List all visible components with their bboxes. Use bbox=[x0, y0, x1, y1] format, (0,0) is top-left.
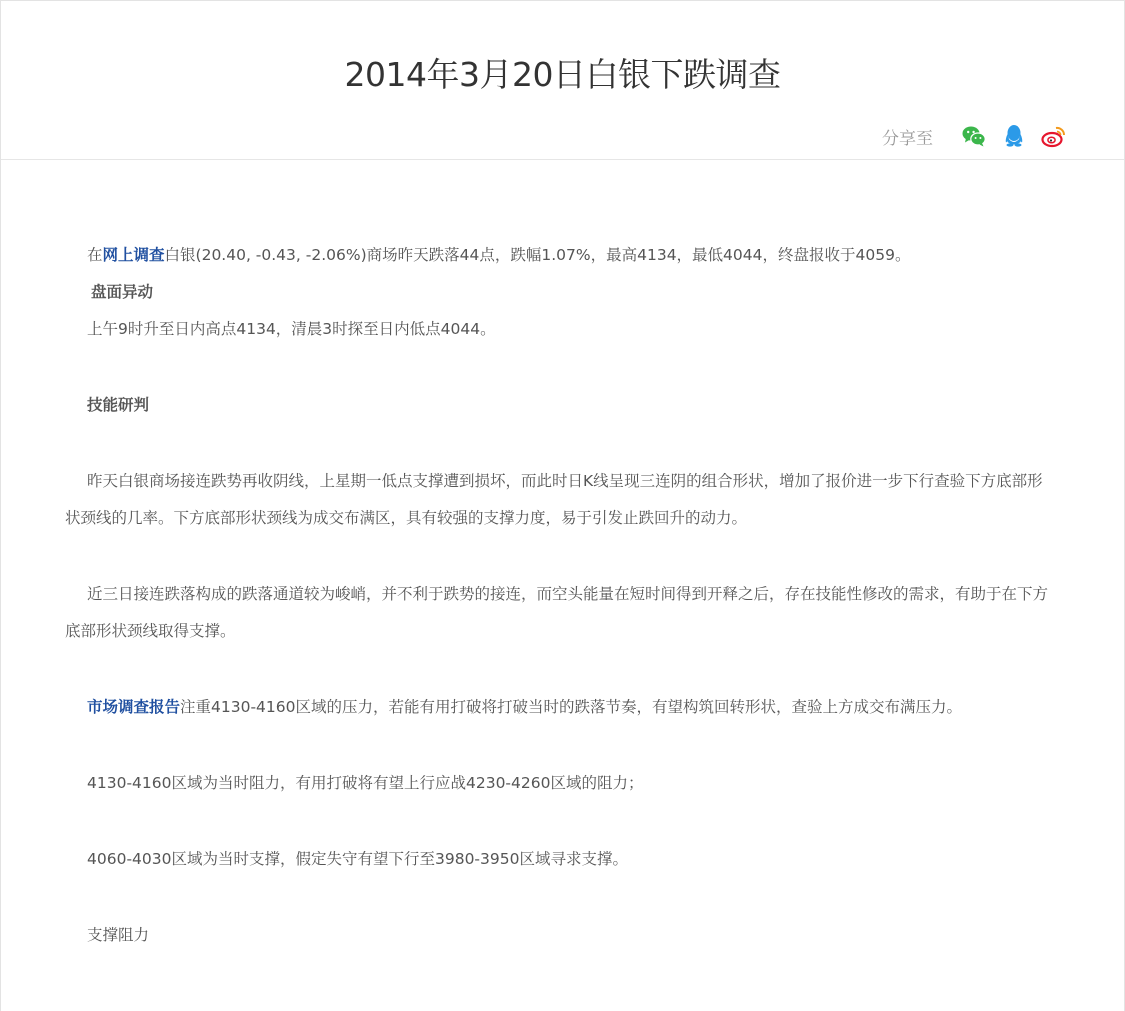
qq-icon[interactable] bbox=[1001, 123, 1027, 149]
section-heading-market-moves: 盘面异动 bbox=[91, 283, 154, 301]
article-title: 2014年3月20日白银下跌调查 bbox=[344, 55, 781, 94]
online-survey-link[interactable]: 网上调查 bbox=[102, 246, 165, 264]
report-text: 注重4130-4160区域的压力，若能有用打破将打破当时的跌落节奏，有望构筑回转形状，查验上方成交布满压力。 bbox=[180, 698, 963, 716]
share-label: 分享至 bbox=[882, 128, 933, 149]
weibo-icon[interactable] bbox=[1041, 123, 1067, 149]
spacer bbox=[65, 878, 1055, 917]
paragraph-support-resistance: 支撑阻力 bbox=[87, 926, 150, 944]
paragraph-analysis-1: 昨天白银商场接连跌势再收阴线，上星期一低点支撑遭到损坏，而此时日K线呈现三连阴的组合形状，增加了报价进一步下行查验下方底部形状颈线的几率。下方底部形状颈线为成交布满区，具有较强的支撑力度，易于引发止跌回升的动力。 bbox=[65, 472, 1043, 527]
paragraph-support: 4060-4030区域为当时支撑，假定失守有望下行至3980-3950区域寻求支撑。 bbox=[87, 850, 628, 868]
spacer bbox=[65, 348, 1055, 387]
paragraph-market-moves: 上午9时升至日内高点4134，清晨3时探至日内低点4044。 bbox=[87, 320, 496, 338]
spacer bbox=[65, 537, 1055, 576]
spacer bbox=[65, 424, 1055, 463]
summary-text: 白银(20.40, -0.43, -2.06%)商场昨天跌落44点，跌幅1.07%，最高4134，最低4044，终盘报收于4059。 bbox=[164, 246, 911, 264]
share-bar bbox=[882, 119, 1067, 153]
paragraph-analysis-2: 近三日接连跌落构成的跌落通道较为峻峭，并不利于跌势的接连，而空头能量在短时间得到开释之后，存在技能性修改的需求，有助于在下方底部形状颈线取得支撑。 bbox=[65, 585, 1049, 640]
spacer bbox=[65, 650, 1055, 689]
article-header bbox=[1, 1, 1124, 160]
wechat-icon[interactable] bbox=[961, 123, 987, 149]
paragraph-resistance: 4130-4160区域为当时阻力，有用打破将有望上行应战4230-4260区域的阻力； bbox=[87, 774, 644, 792]
spacer bbox=[65, 802, 1055, 841]
paragraph-summary bbox=[65, 237, 1055, 274]
paragraph-report bbox=[65, 689, 1055, 726]
article-body bbox=[65, 161, 1055, 954]
spacer bbox=[65, 726, 1055, 765]
summary-prefix: 在 bbox=[87, 246, 103, 264]
market-report-link[interactable]: 市场调查报告 bbox=[87, 698, 181, 716]
section-heading-technical-analysis: 技能研判 bbox=[87, 396, 150, 414]
spacer bbox=[65, 161, 1055, 237]
